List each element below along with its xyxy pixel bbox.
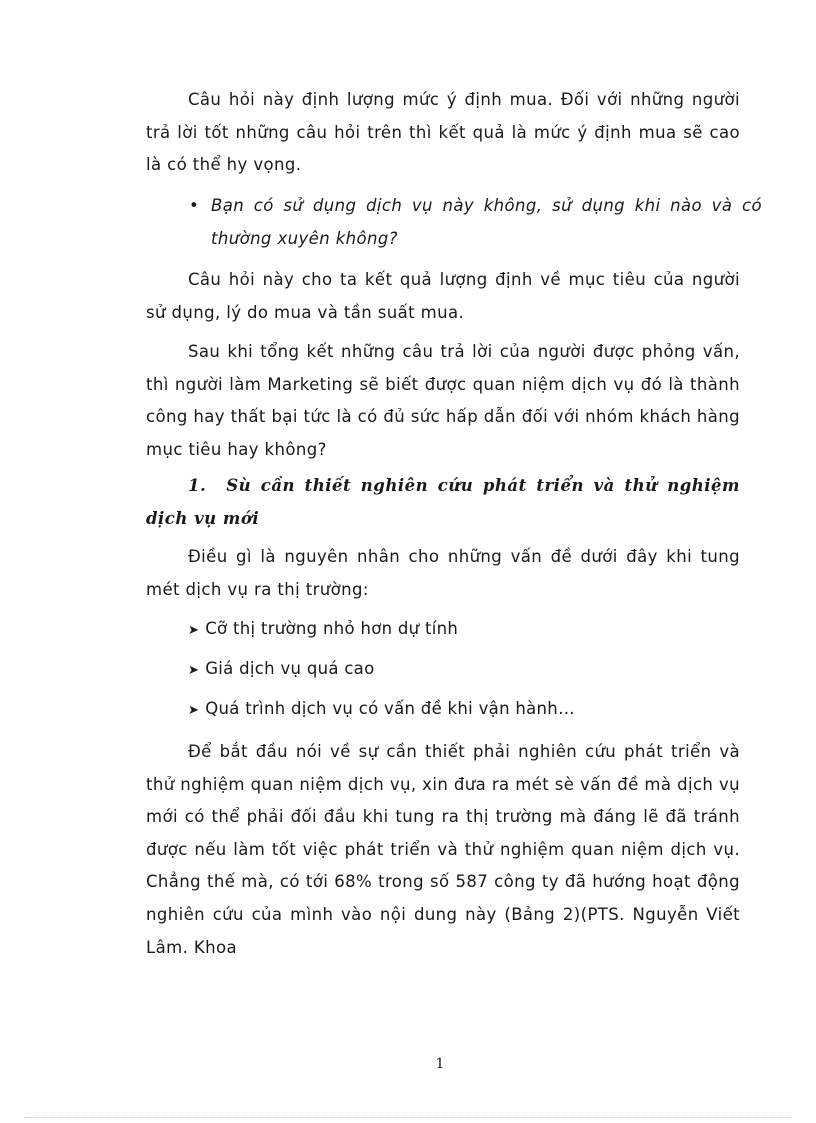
arrow-bullet-icon: ➤ bbox=[188, 663, 200, 678]
page-number: 1 bbox=[435, 1056, 445, 1072]
paragraph-usage-result: Câu hỏi này cho ta kết quả lượng định về mục tiêu của người sử dụng, lý do mua và tần suất mua. bbox=[146, 270, 740, 322]
list-item-text: Giá dịch vụ quá cao bbox=[205, 659, 375, 678]
bullet-question-text: Bạn có sử dụng dịch vụ này không, sử dụng khi nào và có thường xuyên không? bbox=[211, 196, 762, 248]
list-item-text: Quá trình dịch vụ có vấn đề khi vận hành… bbox=[205, 699, 575, 718]
paragraph-summary: Sau khi tổng kết những câu trả lời của người được phỏng vấn, thì người làm Marketing sẽ biết được quan niệm dịch vụ đó là thành công hay thất bại tức là có đủ sức hấp dẫn đối với nhóm khách hàng mục tiêu hay không? bbox=[146, 342, 740, 459]
arrow-bullet-icon: ➤ bbox=[188, 703, 200, 718]
arrow-bullet-icon: ➤ bbox=[188, 623, 200, 638]
page-bottom-divider bbox=[24, 1117, 792, 1118]
section-heading-text: Sù cần thiết nghiên cứu phát triển và thử nghiệm dịch vụ mới bbox=[146, 476, 740, 528]
list-item bbox=[188, 613, 458, 648]
bullet-question bbox=[189, 190, 762, 255]
list-item bbox=[188, 693, 575, 728]
list-item bbox=[188, 653, 375, 688]
bullet-dot-icon: • bbox=[189, 196, 200, 215]
list-item-text: Cỡ thị trường nhỏ hơn dự tính bbox=[205, 619, 459, 638]
section-heading-number: 1. bbox=[188, 476, 207, 495]
section-heading bbox=[146, 470, 740, 535]
paragraph-causes-question: Điều gì là nguyên nhân cho những vấn đề dưới đây khi tung mét dịch vụ ra thị trường: bbox=[146, 547, 740, 599]
paragraph-intent-question: Câu hỏi này định lượng mức ý định mua. Đối với những người trả lời tốt những câu hỏi trên thì kết quả là mức ý định mua sẽ cao là có thể hy vọng. bbox=[146, 90, 740, 175]
paragraph-necessity: Để bắt đầu nói về sự cần thiết phải nghiên cứu phát triển và thử nghiệm quan niệm dịch vụ, xin đưa ra mét sè vấn đề mà dịch vụ mới có thể phải đối đầu khi tung ra thị trường mà đáng lẽ đã tránh được nếu làm tốt việc phát triển và thử nghiệm quan niệm dịch vụ. Chẳng thế mà, có tới 68% trong số 587 công ty đã hướng hoạt động nghiên cứu của mình vào nội dung này (Bảng 2)(PTS. Nguyễn Viết Lâm. Khoa bbox=[146, 742, 740, 957]
